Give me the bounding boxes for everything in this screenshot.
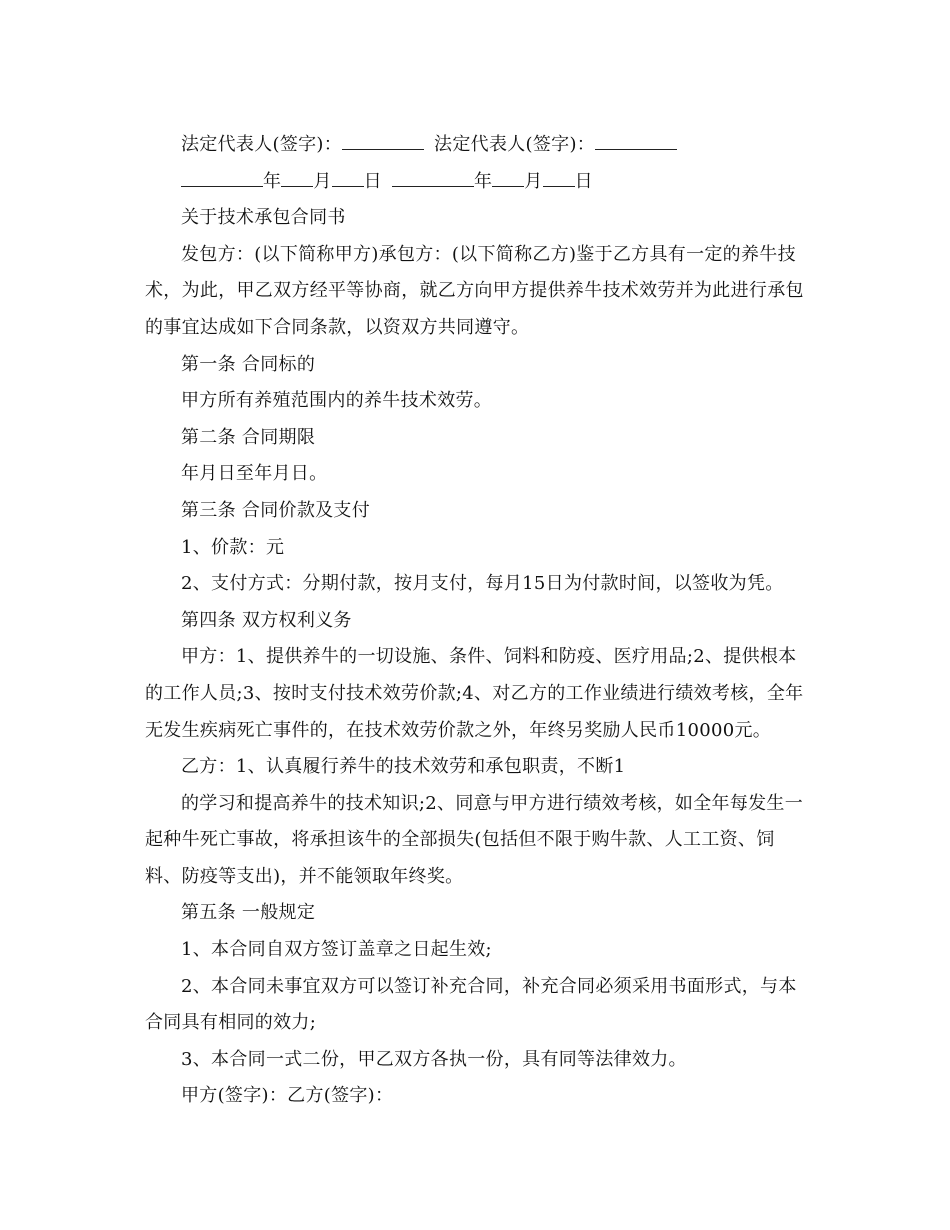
article-5-item-2: 2、本合同未事宜双方可以签订补充合同，补充合同必须采用书面形式，与本合同具有相同的效力; (145, 975, 797, 1034)
day-blank-b (543, 170, 575, 187)
day-label-a: 日 (363, 170, 382, 192)
article-2-heading: 第二条 合同期限 (181, 426, 316, 448)
party-b-rep-blank (595, 133, 677, 150)
party-b-rep-label: 法定代表人(签字)： (434, 134, 596, 155)
article-4-party-a: 甲方：1、提供养牛的一切设施、条件、饲料和防疫、医疗用品;2、提供根本的工作人员;3、按时支付技术效劳价款;4、对乙方的工作业绩进行绩效考核，全年无发生疾病死亡事件的，在技术效劳价款之外，年终另奖励人民币10000元。 (145, 646, 804, 741)
article-5-item-3: 3、本合同一式二份，甲乙双方各执一份，具有同等法律效力。 (181, 1048, 687, 1070)
article-4-party-b-first: 乙方：1、认真履行养牛的技术效劳和承包职责，不断1 (181, 756, 626, 778)
article-4-heading: 第四条 双方权利义务 (181, 609, 352, 631)
month-blank-a (281, 170, 313, 187)
day-blank-a (332, 170, 364, 187)
article-2-body: 年月日至年月日。 (181, 463, 328, 485)
article-5-item-1: 1、本合同自双方签订盖章之日起生效; (181, 939, 492, 961)
year-blank-b (392, 170, 474, 187)
article-4-party-b-continued: 的学习和提高养牛的技术知识;2、同意与甲方进行绩效考核，如全年每发生一起种牛死亡事故，将承担该牛的全部损失(包括但不限于购牛款、人工工资、饲料、防疫等支出)，并不能领取年终奖。 (145, 792, 804, 887)
article-3-item-2: 2、支付方式：分期付款，按月支付，每月15日为付款时间，以签收为凭。 (181, 573, 784, 595)
year-blank-a (181, 170, 263, 187)
year-label-b: 年 (473, 170, 493, 192)
day-label-b: 日 (574, 170, 593, 192)
document-title: 关于技术承包合同书 (181, 207, 346, 229)
article-1-heading: 第一条 合同标的 (181, 353, 316, 375)
article-3-item-1: 1、价款：元 (181, 536, 285, 558)
month-label-b: 月 (524, 170, 543, 192)
representative-signature-line (145, 127, 811, 164)
date-signature-line (145, 164, 811, 201)
month-label-a: 月 (313, 170, 332, 192)
party-a-rep-label: 法定代表人(签字)： (181, 134, 343, 155)
year-label-a: 年 (263, 170, 282, 192)
article-5-heading: 第五条 一般规定 (181, 902, 316, 924)
final-signature-line: 甲方(签字)：乙方(签字)： (181, 1085, 394, 1107)
contract-body (145, 127, 811, 1115)
article-1-body: 甲方所有养殖范围内的养牛技术效劳。 (181, 390, 493, 412)
party-a-rep-blank (342, 133, 424, 150)
intro-paragraph: 发包方：(以下简称甲方)承包方：(以下简称乙方)鉴于乙方具有一定的养牛技术，为此，甲乙双方经平等协商，就乙方向甲方提供养牛技术效劳并为此进行承包的事宜达成如下合同条款，以资双方共同遵守。 (145, 243, 804, 338)
article-3-heading: 第三条 合同价款及支付 (181, 499, 371, 521)
month-blank-b (492, 170, 524, 187)
